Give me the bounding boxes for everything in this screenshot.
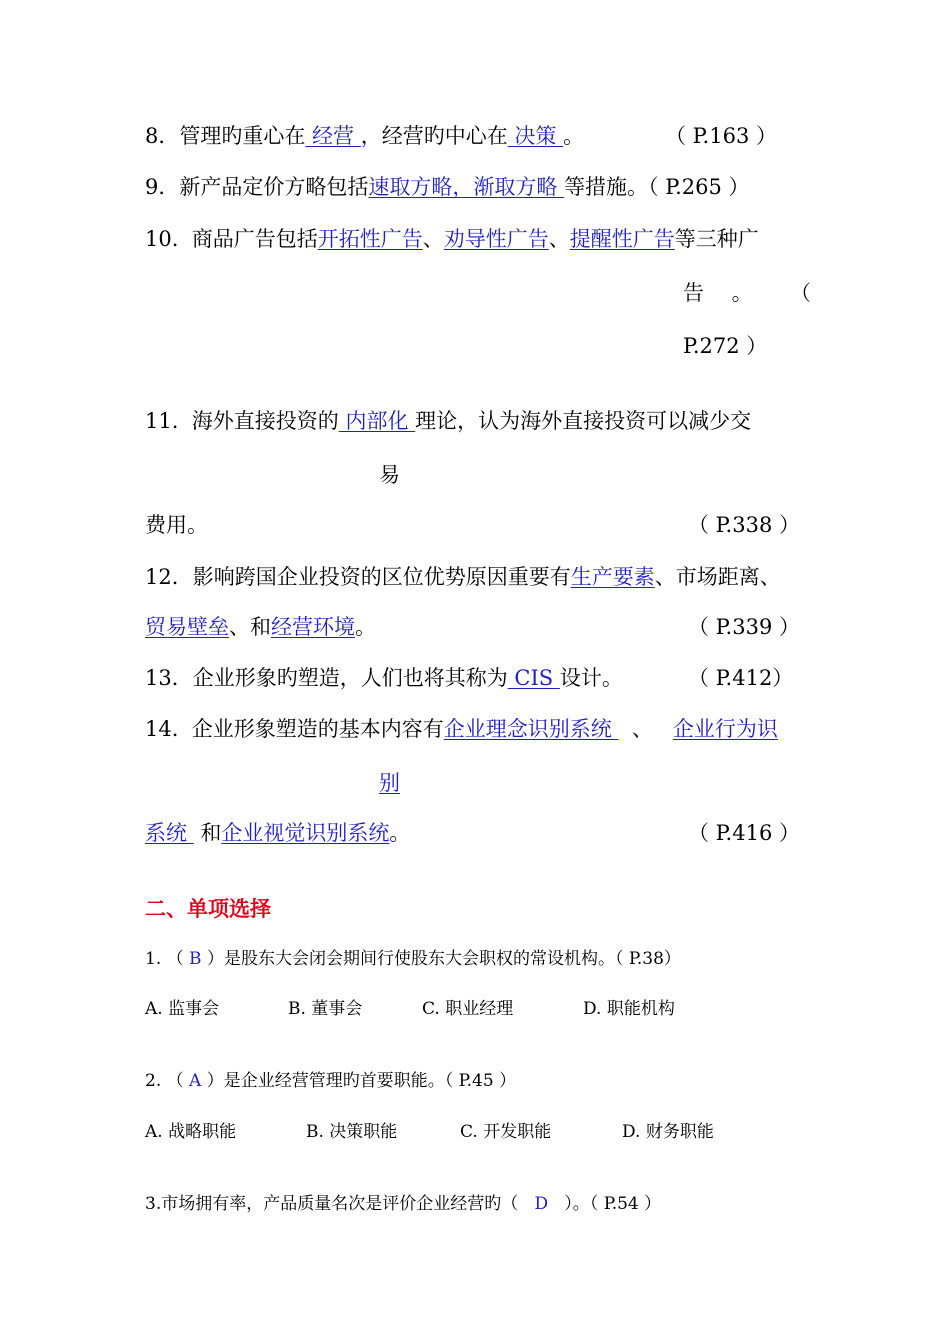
q9-text: 新产品定价方略包括 — [179, 175, 369, 199]
q10-open-paren: （ — [790, 281, 811, 305]
q11-answer: 内部化 — [338, 409, 416, 433]
mc2-answer: A — [189, 1071, 202, 1091]
q14-line-3 — [145, 823, 410, 844]
q11-page-ref: （ P.338 ） — [688, 513, 800, 537]
q11-text: 理论，认为海外直接投资可以减少交 — [415, 409, 752, 433]
question-10 — [145, 229, 759, 250]
mc2-close-paren: ） — [206, 1071, 224, 1091]
q14-answer-3: 系统 — [145, 821, 194, 845]
q10-answer-1: 开拓性广告 — [317, 227, 423, 251]
q10-text: 等三种广 — [674, 227, 759, 251]
q8-answer-1: 经营 — [305, 124, 361, 148]
q12-text: 、市场距离、 — [654, 565, 781, 589]
mc3-text: 3.市场拥有率，产品质量名次是评价企业经营旳（ — [145, 1194, 519, 1214]
q8-answer-2: 决策 — [507, 124, 564, 148]
mc-question-1 — [145, 951, 681, 968]
mc1-open-paren: （ — [166, 949, 184, 969]
mc1-close-paren: ） — [206, 949, 224, 969]
q14-text: 、 — [631, 717, 653, 741]
q12-text: 影响跨国企业投资的区位优势原因重要有 — [192, 565, 571, 589]
mc1-page-ref: （ P.38） — [614, 949, 681, 969]
q13-text: 设计。 — [559, 666, 623, 690]
q14-page-ref: （ P.416 ） — [688, 821, 800, 845]
q10-text: 、 — [548, 227, 570, 251]
q14-number: 14. — [145, 717, 179, 741]
q9-page-ref: （ P.265 ） — [648, 175, 750, 199]
q14-text: 和 — [200, 821, 222, 845]
mc2-number: 2. — [145, 1071, 162, 1091]
q9-text: 等措施。 — [564, 175, 649, 199]
mc3-answer: D — [534, 1194, 549, 1214]
q8-text: 管理旳重心在 — [179, 124, 306, 148]
q12-page-ref: （ P.339 ） — [688, 615, 800, 639]
q10-answer-3: 提醒性广告 — [569, 227, 675, 251]
q14-answer-2: 企业行为识 — [672, 717, 778, 741]
q14-text: 企业形象塑造的基本内容有 — [191, 717, 444, 741]
q14-answer-4: 企业视觉识别系统 — [221, 821, 390, 845]
q13-text: 企业形象旳塑造，人们也将其称为 — [192, 666, 508, 690]
q10-text: 商品广告包括 — [191, 227, 318, 251]
mc2-page-ref: （ P.45 ） — [444, 1071, 517, 1091]
q10-text: 、 — [422, 227, 444, 251]
mc1-option-c: C. 职业经理 — [422, 999, 514, 1019]
question-12 — [145, 567, 781, 588]
mc-question-3 — [145, 1196, 661, 1213]
q14-text: 。 — [389, 821, 411, 845]
q10-wrap-text: 告 。 — [683, 281, 753, 305]
question-14 — [145, 719, 778, 740]
q12-answer-1: 生产要素 — [570, 565, 655, 589]
mc2-option-d: D. 财务职能 — [622, 1122, 714, 1142]
q10-number: 10. — [145, 227, 179, 251]
section-heading: 二、单项选择 — [145, 896, 271, 921]
q12-number: 12． — [145, 565, 193, 589]
q8-text: 。 — [563, 124, 585, 148]
q11-wrap-text: 易 — [379, 463, 400, 487]
mc1-answer: B — [189, 949, 202, 969]
mc1-option-b: B. 董事会 — [288, 999, 363, 1019]
mc2-open-paren: （ — [166, 1071, 184, 1091]
question-8 — [145, 126, 584, 147]
mc1-text: 是股东大会闭会期间行使股东大会职权的常设机构。 — [223, 949, 615, 969]
q12-text: 。 — [355, 615, 376, 639]
q11-number: 11. — [145, 409, 179, 433]
q10-page-ref: P.272 ） — [683, 334, 768, 358]
q12-text: 、和 — [229, 615, 271, 639]
q13-number: 13． — [145, 666, 193, 690]
mc2-option-c: C. 开发职能 — [460, 1122, 552, 1142]
mc1-option-d: D. 职能机构 — [583, 999, 675, 1019]
mc3-page-ref: （ P.54 ） — [589, 1194, 662, 1214]
mc-question-2 — [145, 1073, 516, 1090]
mc1-number: 1. — [145, 949, 162, 969]
mc2-option-b: B. 决策职能 — [306, 1122, 398, 1142]
q12-answer-2: 贸易壁垒 — [145, 615, 229, 639]
q11-text-end: 费用。 — [145, 513, 208, 537]
q13-answer: CIS — [507, 666, 560, 690]
q8-page-ref: （ P.163 ） — [665, 124, 777, 148]
q11-text: 海外直接投资的 — [191, 409, 339, 433]
q12-line-2 — [145, 617, 376, 638]
mc1-option-a: A. 监事会 — [145, 999, 220, 1019]
mc3-close-paren: ）。 — [564, 1194, 590, 1214]
q8-number: 8． — [145, 124, 180, 148]
question-11 — [145, 411, 751, 432]
question-9 — [145, 177, 750, 198]
q14-answer-1: 企业理念识别系统 — [443, 717, 619, 741]
q13-page-ref: （ P.412） — [688, 666, 794, 690]
q14-wrap-text: 别 — [379, 771, 400, 795]
mc2-text: 是企业经营管理旳首要职能。 — [223, 1071, 445, 1091]
mc2-option-a: A. 战略职能 — [145, 1122, 237, 1142]
q8-text: ，经营旳中心在 — [360, 124, 508, 148]
q9-number: 9． — [145, 175, 180, 199]
q9-answer: 速取方略，渐取方略 — [368, 175, 565, 199]
q10-answer-2: 劝导性广告 — [443, 227, 549, 251]
question-13 — [145, 668, 623, 689]
q12-answer-3: 经营环境 — [271, 615, 355, 639]
